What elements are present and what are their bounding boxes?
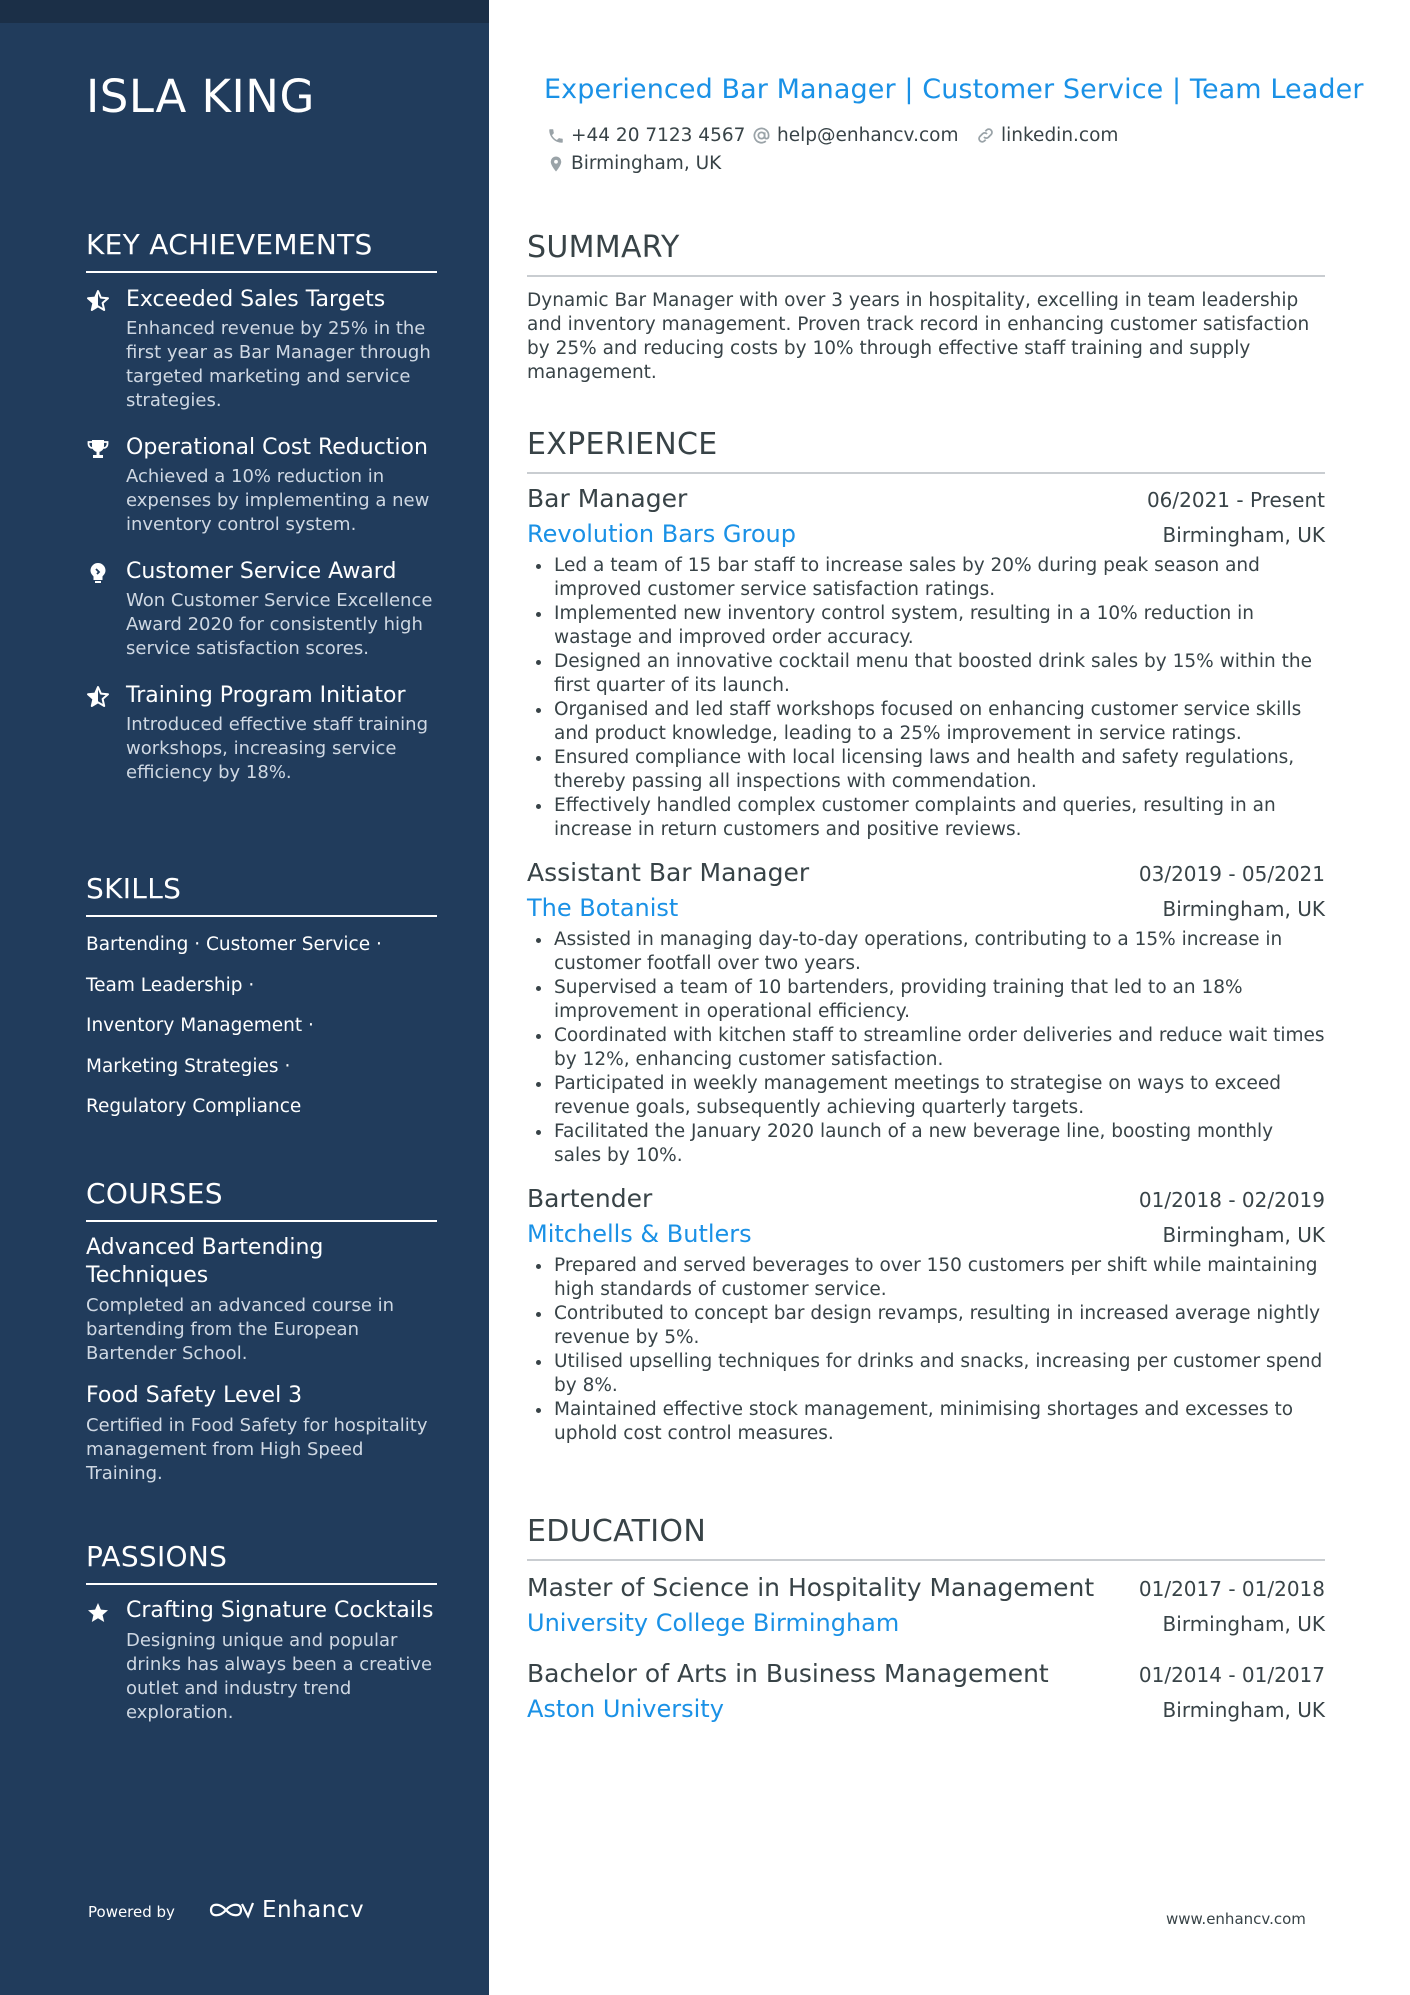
education-degree: Bachelor of Arts in Business Management (527, 1659, 1049, 1688)
achievements-section (86, 228, 437, 785)
achievement-desc: Enhanced revenue by 25% in the first year as Bar Manager through targeted marketing and service strategies. (126, 318, 431, 411)
email-text: help@enhancv.com (777, 125, 959, 146)
education-location: Birmingham, UK (1162, 1698, 1325, 1722)
course-item (86, 1234, 437, 1366)
job-company[interactable]: Mitchells & Butlers (527, 1220, 752, 1248)
summary-title: SUMMARY (527, 230, 1325, 277)
course-item (86, 1382, 437, 1486)
achievement-title: Operational Cost Reduction (126, 435, 428, 460)
job-dates: 01/2018 - 02/2019 (1138, 1188, 1325, 1212)
education-title: EDUCATION (527, 1514, 1325, 1561)
experience-title: EXPERIENCE (527, 427, 1325, 474)
candidate-name: ISLA KING (86, 70, 315, 123)
linkedin-text: linkedin.com (1001, 125, 1119, 146)
job-bullet: Implemented new inventory control system, resulting in a 10% reduction in wastage and improved order accuracy. (527, 602, 1325, 650)
job-bullet: Prepared and served beverages to over 150 customers per shift while maintaining high standards of customer service. (527, 1254, 1325, 1302)
job-dates: 03/2019 - 05/2021 (1138, 862, 1325, 886)
trophy-icon (86, 437, 110, 461)
summary-section (527, 230, 1325, 385)
job-location: Birmingham, UK (1162, 897, 1325, 921)
job-bullet: Coordinated with kitchen staff to streamline order deliveries and reduce wait times by 12%, enhancing customer satisfaction. (527, 1024, 1325, 1072)
job-location: Birmingham, UK (1162, 1223, 1325, 1247)
contact-linkedin[interactable] (976, 125, 1118, 146)
sidebar (0, 0, 489, 1995)
skills-section (86, 872, 437, 1128)
job-dates: 06/2021 - Present (1146, 488, 1325, 512)
star-half-icon (86, 289, 110, 313)
skill-item: Regulatory Compliance (86, 1096, 302, 1117)
job-company[interactable]: Revolution Bars Group (527, 520, 796, 548)
course-title: Advanced Bartending Techniques (86, 1235, 324, 1288)
phone-icon (547, 127, 565, 145)
skill-item: Bartending · Customer Service · (86, 934, 382, 955)
education-school[interactable]: University College Birmingham (527, 1609, 900, 1637)
achievement-item (86, 285, 437, 413)
job-bullets (527, 554, 1325, 842)
achievements-title: KEY ACHIEVEMENTS (86, 228, 437, 273)
star-icon (86, 1601, 110, 1625)
job-bullet: Led a team of 15 bar staff to increase sales by 20% during peak season and improved customer service satisfaction ratings. (527, 554, 1325, 602)
skills-title: SKILLS (86, 872, 437, 917)
achievement-title: Exceeded Sales Targets (126, 287, 386, 312)
job-entry (527, 856, 1325, 1168)
passions-title: PASSIONS (86, 1540, 437, 1585)
achievement-item (86, 557, 437, 661)
skills-list (86, 925, 437, 1128)
education-degree: Master of Science in Hospitality Management (527, 1573, 1095, 1602)
enhancv-logo[interactable] (208, 1895, 364, 1925)
sidebar-top-bar (0, 0, 489, 23)
courses-title: COURSES (86, 1177, 437, 1222)
achievement-item (86, 681, 437, 785)
achievement-item (86, 433, 437, 537)
contact-phone (547, 125, 745, 146)
achievement-title: Training Program Initiator (126, 683, 406, 708)
job-bullets (527, 1254, 1325, 1446)
course-desc: Completed an advanced course in bartending from the European Bartender School. (86, 1295, 395, 1364)
headline: Experienced Bar Manager | Customer Service | Team Leader (544, 74, 1364, 105)
job-company[interactable]: The Botanist (527, 894, 679, 922)
job-bullet: Assisted in managing day-to-day operations, contributing to a 15% increase in customer footfall over two years. (527, 928, 1325, 976)
lightbulb-icon (86, 561, 110, 585)
phone-text: +44 20 7123 4567 (571, 125, 746, 146)
achievement-desc: Introduced effective staff training workshops, increasing service efficiency by 18%. (126, 714, 429, 783)
education-section (527, 1514, 1325, 1727)
course-desc: Certified in Food Safety for hospitality management from High Speed Training. (86, 1415, 428, 1484)
contact-location (547, 153, 721, 174)
job-bullet: Organised and led staff workshops focused on enhancing customer service skills and product knowledge, leading to a 25% improvement in service ratings. (527, 698, 1325, 746)
job-bullet: Ensured compliance with local licensing laws and health and safety regulations, thereby passing all inspections with commendation. (527, 746, 1325, 794)
skill-item: Marketing Strategies · (86, 1055, 291, 1077)
job-bullet: Contributed to concept bar design revamps, resulting in increased average nightly revenue by 5%. (527, 1302, 1325, 1350)
job-bullet: Utilised upselling techniques for drinks and snacks, increasing per customer spend by 8%. (527, 1350, 1325, 1398)
enhancv-logo-text: Enhancv (262, 1897, 365, 1923)
passion-desc: Designing unique and popular drinks has always been a creative outlet and industry trend exploration. (126, 1630, 433, 1723)
job-bullet: Maintained effective stock management, minimising shortages and excesses to uphold cost control measures. (527, 1398, 1325, 1446)
education-location: Birmingham, UK (1162, 1612, 1325, 1636)
course-title: Food Safety Level 3 (86, 1383, 303, 1408)
courses-section (86, 1177, 437, 1486)
summary-text: Dynamic Bar Manager with over 3 years in hospitality, excelling in team leadership and inventory management. Proven track record in enhancing customer satisfaction by 25% and reducing costs by 10% through effective staff training and supply management. (527, 290, 1310, 383)
achievement-desc: Won Customer Service Excellence Award 2020 for consistently high service satisfaction scores. (126, 590, 433, 659)
achievement-title: Customer Service Award (126, 559, 397, 584)
job-title: Bar Manager (527, 484, 688, 513)
job-bullets (527, 928, 1325, 1168)
star-half-icon (86, 685, 110, 709)
job-location: Birmingham, UK (1162, 523, 1325, 547)
experience-section (527, 427, 1325, 1446)
enhancv-logo-icon (208, 1898, 254, 1922)
powered-by-label: Powered by (88, 1903, 175, 1921)
job-title: Bartender (527, 1184, 653, 1213)
passions-section (86, 1540, 437, 1725)
website-link[interactable]: www.enhancv.com (1166, 1910, 1306, 1928)
job-entry (527, 1182, 1325, 1446)
skill-item: Team Leadership · (86, 974, 255, 996)
job-title: Assistant Bar Manager (527, 858, 810, 887)
education-dates: 01/2017 - 01/2018 (1138, 1577, 1325, 1601)
achievement-desc: Achieved a 10% reduction in expenses by implementing a new inventory control system. (126, 466, 430, 535)
at-icon (752, 126, 771, 145)
education-dates: 01/2014 - 01/2017 (1138, 1663, 1325, 1687)
link-icon (976, 126, 995, 145)
job-bullet: Participated in weekly management meetings to strategise on ways to exceed revenue goals, subsequently achieving quarterly targets. (527, 1072, 1325, 1120)
education-entry (527, 1571, 1325, 1641)
location-pin-icon (547, 154, 565, 174)
passion-title: Crafting Signature Cocktails (126, 1598, 434, 1623)
job-bullet: Designed an innovative cocktail menu that boosted drink sales by 15% within the first quarter of its launch. (527, 650, 1325, 698)
job-entry (527, 482, 1325, 842)
education-entry (527, 1657, 1325, 1727)
education-school[interactable]: Aston University (527, 1695, 724, 1723)
contact-email[interactable] (752, 125, 958, 146)
job-bullet: Supervised a team of 10 bartenders, providing training that led to an 18% improvement in operational efficiency. (527, 976, 1325, 1024)
skill-item: Inventory Management · (86, 1015, 314, 1036)
job-bullet: Effectively handled complex customer complaints and queries, resulting in an increase in return customers and positive reviews. (527, 794, 1325, 842)
passion-item (86, 1597, 437, 1725)
location-text: Birmingham, UK (571, 153, 722, 174)
job-bullet: Facilitated the January 2020 launch of a new beverage line, boosting monthly sales by 10%. (527, 1120, 1325, 1168)
